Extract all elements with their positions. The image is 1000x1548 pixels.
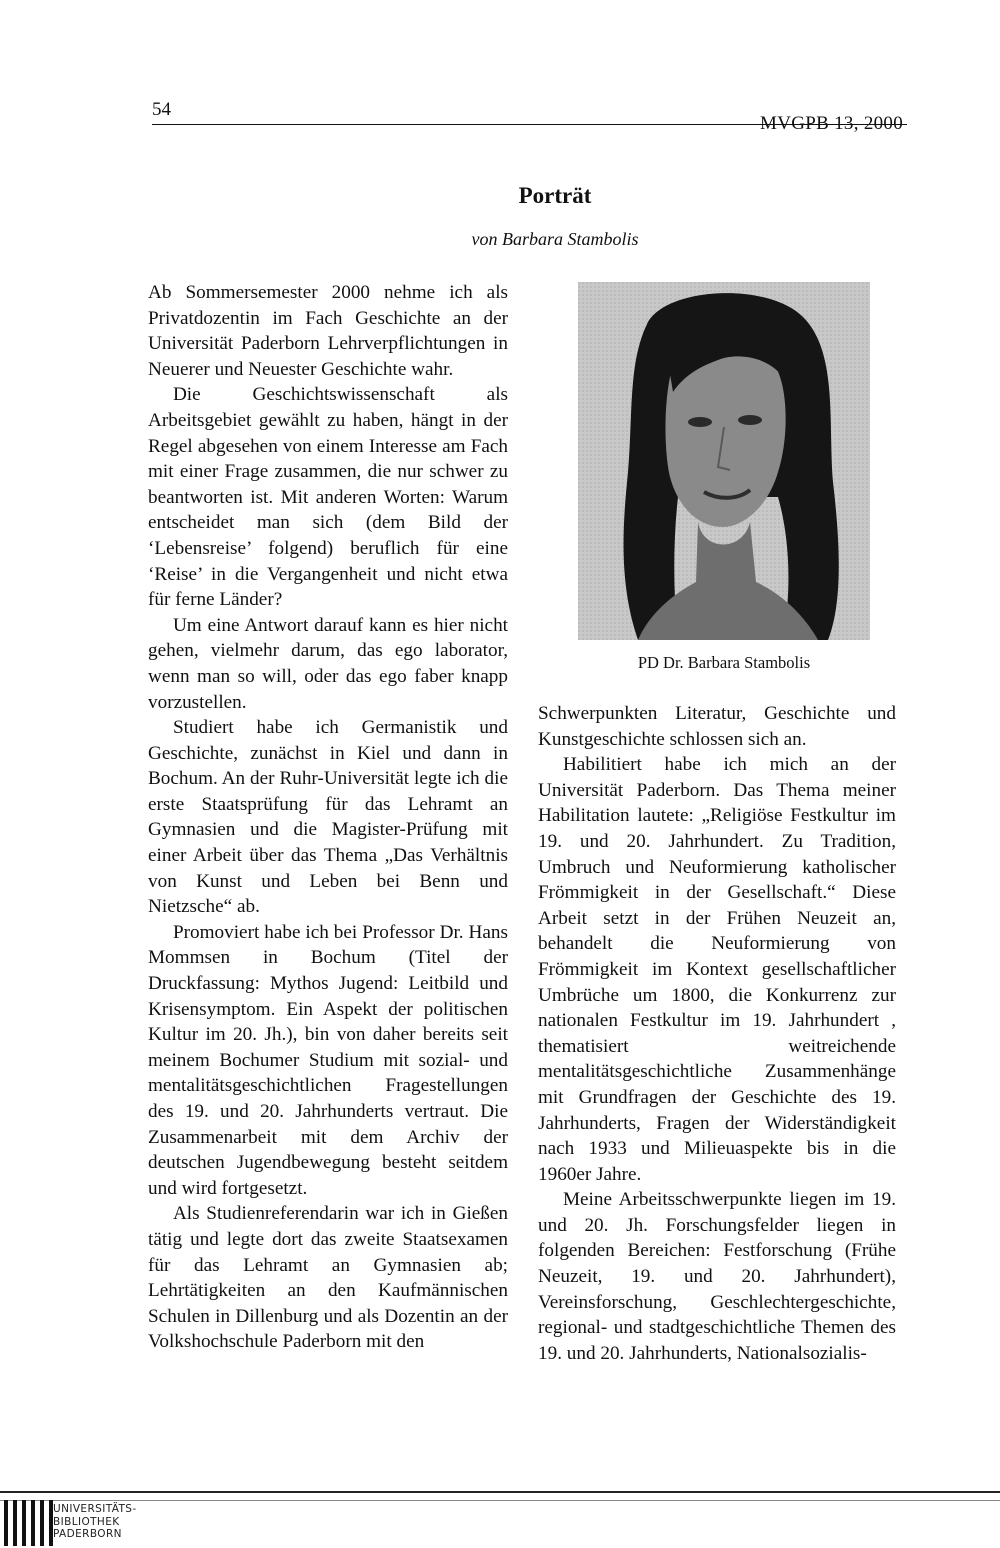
library-logo-bars-icon [0, 1500, 54, 1548]
author-portrait-photo [578, 282, 870, 640]
left-column [148, 280, 508, 1355]
right-column [538, 701, 896, 1366]
paragraph: Die Geschichtswissenschaft als Arbeitsgebiet gewählt zu haben, hängt in der Regel abgesehen von einem Interesse am Fach mit einer Frage zusammen, die nur schwer zu beantworten ist. Mit anderen Worten: Warum entscheidet man sich (dem Bild der ‘Lebensreise’ folgend) beruflich für eine ‘Reise’ in die Vergangenheit und nicht etwa für ferne Länder? [148, 384, 508, 611]
library-name-line: UNIVERSITÄTS- [53, 1503, 137, 1515]
paragraph: Als Studienreferendarin war ich in Gießen tätig und legte dort das zweite Staatsexamen für das Lehramt an Gymnasien ab; Lehrtätigkeiten an den Kaufmännischen Schulen in Dillenburg und als Dozentin an der Volkshochschule Paderborn mit den [148, 1203, 508, 1353]
paragraph: Promoviert habe ich bei Professor Dr. Hans Mommsen in Bochum (Titel der Druckfassung: Mythos Jugend: Leitbild und Krisensymptom. Ein Aspekt der politischen Kultur im 20. Jh.), bin von daher bereits seit meinem Bochumer Studium mit sozial- und mentalitätsgeschichtlichen Fragestellungen des 19. und 20. Jahrhunderts vertraut. Die Zusammenarbeit mit dem Archiv der deutschen Jugendbewegung besteht seitdem und wird fortgesetzt. [148, 921, 508, 1199]
journal-reference: MVGPB 13, 2000 [760, 113, 904, 134]
page-number: 54 [152, 99, 171, 120]
paragraph: Ab Sommersemester 2000 nehme ich als Privatdozentin im Fach Geschichte an der Universität Paderborn Lehrverpflichtungen in Neuerer und Neuester Geschichte wahr. [148, 282, 508, 380]
library-logo-text [53, 1503, 137, 1541]
photo-caption: PD Dr. Barbara Stambolis [637, 653, 811, 672]
paragraph: Meine Arbeitsschwerpunkte liegen im 19. und 20. Jh. Forschungsfelder liegen in folgenden Bereichen: Festforschung (Frühe Neuzeit, 19. und 20. Jahrhundert), Vereinsforschung, Geschlechtergeschichte, regional- und stadtgeschichtliche Themen des 19. und 20. Jahrhunderts, Nationalsozialis- [538, 1189, 896, 1364]
portrait-image [578, 282, 870, 640]
header-rule [152, 124, 907, 125]
library-logo [0, 1500, 260, 1548]
library-name-line: BIBLIOTHEK [53, 1515, 120, 1528]
paragraph: Um eine Antwort darauf kann es hier nicht gehen, vielmehr darum, das ego laborator, wenn man so will, oder das ego faber knapp vorzustellen. [148, 614, 508, 713]
footer-rule [0, 1491, 1000, 1493]
author-byline: von Barbara Stambolis [471, 229, 639, 249]
paragraph: Schwerpunkten Literatur, Geschichte und Kunstgeschichte schlossen sich an. [538, 703, 896, 750]
paragraph: Studiert habe ich Germanistik und Geschichte, zunächst in Kiel und dann in Bochum. An der Ruhr-Universität legte ich die erste Staatsprüfung für das Lehramt an Gymnasien und die Magister-Prüfung mit einer Arbeit über das Thema „Das Verhältnis von Kunst und Leben bei Benn und Nietzsche“ ab. [148, 717, 508, 918]
paragraph: Habilitiert habe ich mich an der Universität Paderborn. Das Thema meiner Habilitation lautete: „Religiöse Festkultur im 19. und 20. Jahrhundert. Zu Tradition, Umbruch und Neuformierung katholischer Frömmigkeit in der Gesellschaft.“ Diese Arbeit setzt in der Frühen Neuzeit an, behandelt die Neuformierung von Frömmigkeit im Kontext gesellschaftlicher Umbrüche um 1800, die Konkurrenz zur nationalen Festkultur im 19. Jahrhundert , thematisiert weitreichende mentalitätsgeschichtliche Zusammenhänge mit Grundfragen der Geschichte des 19. Jahrhunderts, Fragen der Widerständigkeit nach 1933 und Milieuaspekte bis in die 1960er Jahre. [538, 754, 896, 1185]
article-title: Porträt [518, 183, 592, 208]
library-name-line: PADERBORN [53, 1528, 122, 1540]
